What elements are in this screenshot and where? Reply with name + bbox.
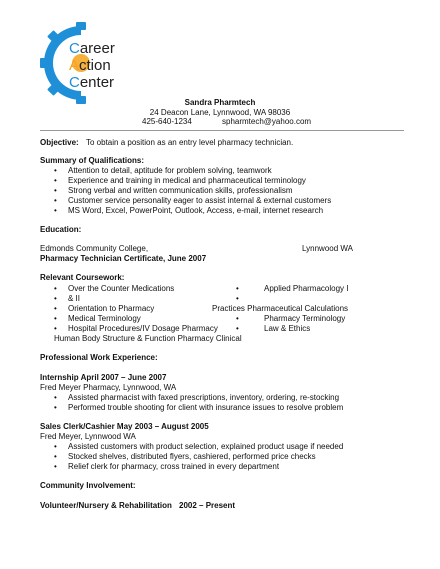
community-role: Volunteer/Nursery & Rehabilitation: [40, 501, 172, 510]
education-certificate: Pharmacy Technician Certificate, June 2007: [40, 254, 207, 263]
list-item: Stocked shelves, distributed flyers, cashiered, performed price checks: [68, 452, 316, 461]
objective-text: To obtain a position as an entry level pharmacy technician.: [86, 138, 294, 147]
bullet-icon: •: [54, 186, 57, 195]
header-divider: [40, 130, 404, 131]
job-employer: Fred Meyer, Lynnwood WA: [40, 432, 136, 441]
bullet-icon: •: [54, 304, 57, 313]
list-item: Medical Terminology: [68, 314, 141, 323]
community-dates: 2002 – Present: [179, 501, 236, 510]
list-item: Law & Ethics: [264, 324, 311, 333]
bullet-icon: •: [54, 452, 57, 461]
candidate-name: Sandra Pharmtech: [184, 98, 256, 107]
bullet-icon: •: [54, 176, 57, 185]
bullet-icon: •: [54, 442, 57, 451]
education-title: Education:: [40, 225, 82, 234]
logo-line-career: Career: [69, 40, 115, 57]
summary-title: Summary of Qualifications:: [40, 156, 145, 165]
list-item: Experience and training in medical and pharmaceutical terminology: [68, 176, 306, 185]
bullet-icon: •: [54, 206, 57, 215]
logo-line-action: Action: [69, 57, 111, 74]
bullet-icon: •: [54, 294, 57, 303]
bullet-icon: •: [54, 324, 57, 333]
job-employer: Fred Meyer Pharmacy, Lynnwood, WA: [40, 383, 177, 392]
bullet-icon: •: [54, 403, 57, 412]
bullet-icon: •: [54, 314, 57, 323]
list-item: Applied Pharmacology I: [264, 284, 349, 293]
coursework-extra: Human Body Structure & Function Pharmacy Clinical: [54, 334, 242, 343]
bullet-icon: •: [54, 393, 57, 402]
bullet-icon: •: [236, 294, 239, 303]
candidate-address: 24 Deacon Lane, Lynnwood, WA 98036: [149, 108, 291, 117]
list-item: Hospital Procedures/IV Dosage Pharmacy: [68, 324, 218, 333]
logo-line-center: Center: [69, 74, 115, 91]
list-item: MS Word, Excel, PowerPoint, Outlook, Access, e-mail, internet research: [68, 206, 324, 215]
list-item: Over the Counter Medications: [68, 284, 175, 293]
experience-title: Professional Work Experience:: [40, 353, 158, 362]
list-item: & II: [68, 294, 81, 303]
bullet-icon: •: [54, 196, 57, 205]
list-item: Attention to detail, aptitude for problem solving, teamwork: [68, 166, 272, 175]
candidate-phone: 425-640-1234: [142, 117, 192, 126]
bullet-icon: •: [54, 284, 57, 293]
education-location: Lynnwood WA: [302, 244, 353, 253]
bullet-icon: •: [236, 284, 239, 293]
bullet-icon: •: [54, 166, 57, 175]
list-item: Practices Pharmaceutical Calculations: [212, 304, 349, 313]
education-school: Edmonds Community College,: [40, 244, 149, 253]
list-item: Performed trouble shooting for client with insurance issues to resolve problem: [68, 403, 344, 412]
list-item: Assisted pharmacist with faxed prescriptions, inventory, ordering, re-stocking: [68, 393, 340, 402]
job-title: Sales Clerk/Cashier May 2003 – August 2005: [40, 422, 209, 431]
coursework-title: Relevant Coursework:: [40, 273, 125, 282]
list-item: Orientation to Pharmacy: [68, 304, 155, 313]
list-item: Relief clerk for pharmacy, cross trained in every department: [68, 462, 280, 471]
community-title: Community Involvement:: [40, 481, 136, 490]
bullet-icon: •: [236, 324, 239, 333]
candidate-email[interactable]: spharmtech@yahoo.com: [222, 117, 312, 126]
job-title: Internship April 2007 – June 2007: [40, 373, 167, 382]
objective-label: Objective:: [40, 138, 79, 147]
list-item: Strong verbal and written communication skills, professionalism: [68, 186, 293, 195]
bullet-icon: •: [236, 314, 239, 323]
list-item: Customer service personality eager to assist internal & external customers: [68, 196, 332, 205]
bullet-icon: •: [54, 462, 57, 471]
list-item: Pharmacy Terminology: [264, 314, 346, 323]
list-item: Assisted customers with product selection, explained product usage if needed: [68, 442, 344, 451]
